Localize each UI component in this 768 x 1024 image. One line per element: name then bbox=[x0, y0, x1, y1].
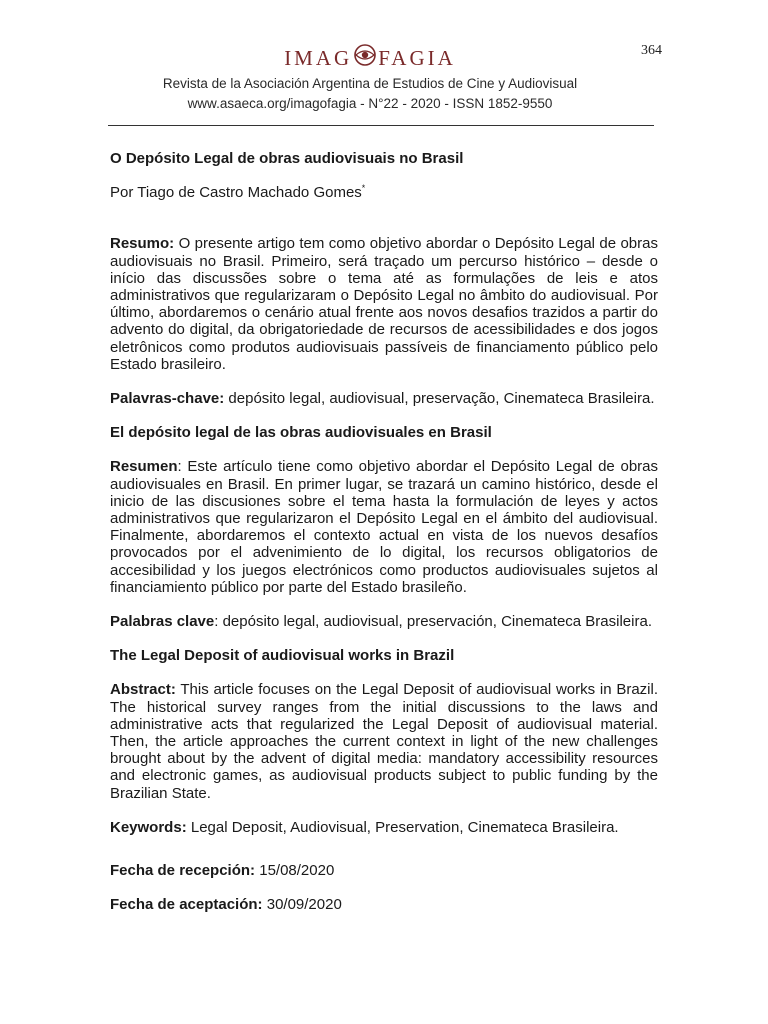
author-footnote-mark: * bbox=[361, 183, 366, 194]
title-english: The Legal Deposit of audiovisual works in Brazil bbox=[110, 647, 455, 665]
palabras-clave-label: Palabras clave bbox=[110, 613, 215, 631]
abstract-label: Abstract: bbox=[110, 681, 176, 699]
reception-date-label: Fecha de recepción: bbox=[110, 862, 256, 880]
acceptance-date-line bbox=[110, 896, 658, 913]
eye-emblem-icon bbox=[353, 43, 377, 73]
acceptance-date-value: 30/09/2020 bbox=[262, 896, 342, 914]
resumo-paragraph bbox=[110, 235, 658, 373]
acceptance-date-label: Fecha de aceptación: bbox=[110, 896, 263, 914]
palabras-clave-paragraph bbox=[110, 613, 658, 630]
resumo-label: Resumo: bbox=[110, 235, 175, 253]
resumo-text: O presente artigo tem como objetivo abordar o Depósito Legal de obras audiovisuais no Brasil. Primeiro, será traçado um percurso histórico – desde o início das discussões sobre o tema até as formulações de leis e atos administrativos que regularizaram o Depósito Legal no âmbito do audiovisual. Por último, abordaremos o cenário atual frente aos novos desafios trazidos a partir do advento do digital, da obrigatoriedade de recursos de acessibilidades e dos jogos eletrônicos como produtos audiovisuais passíveis de financiamento público pelo Estado brasileiro. bbox=[110, 235, 658, 373]
keywords-text: Legal Deposit, Audiovisual, Preservation, Cinemateca Brasileira. bbox=[186, 818, 619, 836]
author-line bbox=[110, 184, 658, 201]
keywords-paragraph bbox=[110, 819, 658, 836]
palavras-chave-paragraph bbox=[110, 390, 658, 407]
logo-text-left: IMAG bbox=[284, 45, 353, 70]
author-name: Por Tiago de Castro Machado Gomes bbox=[110, 184, 362, 202]
resumen-label: Resumen bbox=[110, 458, 178, 476]
logo-text-right: FAGIA bbox=[378, 45, 456, 70]
palavras-chave-label: Palavras-chave: bbox=[110, 390, 225, 408]
journal-name: Revista de la Asociación Argentina de Estudios de Cine y Audiovisual bbox=[162, 76, 578, 91]
article-front-matter bbox=[110, 150, 658, 914]
abstract-paragraph bbox=[110, 681, 658, 801]
journal-issue-info: www.asaeca.org/imagofagia - N°22 - 2020 - ISSN 1852-9550 bbox=[187, 96, 553, 111]
title-spanish: El depósito legal de las obras audiovisuales en Brasil bbox=[110, 424, 492, 442]
header-divider bbox=[108, 125, 654, 126]
journal-logo bbox=[284, 44, 456, 72]
title-portuguese: O Depósito Legal de obras audiovisuais no Brasil bbox=[110, 150, 464, 167]
palabras-clave-text: : depósito legal, audiovisual, preservación, Cinemateca Brasileira. bbox=[214, 613, 652, 631]
resumen-text: : Este artículo tiene como objetivo abordar el Depósito Legal de obras audiovisuales en Brasil. En primer lugar, se trazará un camino histórico, desde el inicio de las discusiones sobre el tema hasta la formulación de leyes y actos administrativos que regularizaron el Depósito Legal en el ámbito del audiovisual. Finalmente, abordaremos el contexto actual en vista de los nuevos desafíos provocados por el advenimiento de lo digital, los recursos obligatorios de accesibilidad y los juegos electrónicos como productos audiovisuales sujetos al financiamiento público por parte del Estado brasileño. bbox=[110, 458, 658, 596]
reception-date-value: 15/08/2020 bbox=[255, 862, 335, 880]
palavras-chave-text: depósito legal, audiovisual, preservação, Cinemateca Brasileira. bbox=[224, 390, 655, 408]
reception-date-line bbox=[110, 862, 658, 879]
journal-masthead bbox=[140, 44, 600, 112]
page-number: 364 bbox=[641, 43, 662, 58]
abstract-text: This article focuses on the Legal Deposit of audiovisual works in Brazil. The historical survey ranges from the initial discussions to the laws and administrative acts that regularized the Legal Deposit of audiovisual material. Then, the article approaches the current context in light of the new challenges brought about by the advent of digital media: mandatory accessibility resources and electronic games, as audiovisual products subject to public funding by the Brazilian State. bbox=[110, 681, 658, 802]
keywords-label: Keywords: bbox=[110, 818, 187, 836]
resumen-paragraph bbox=[110, 458, 658, 596]
